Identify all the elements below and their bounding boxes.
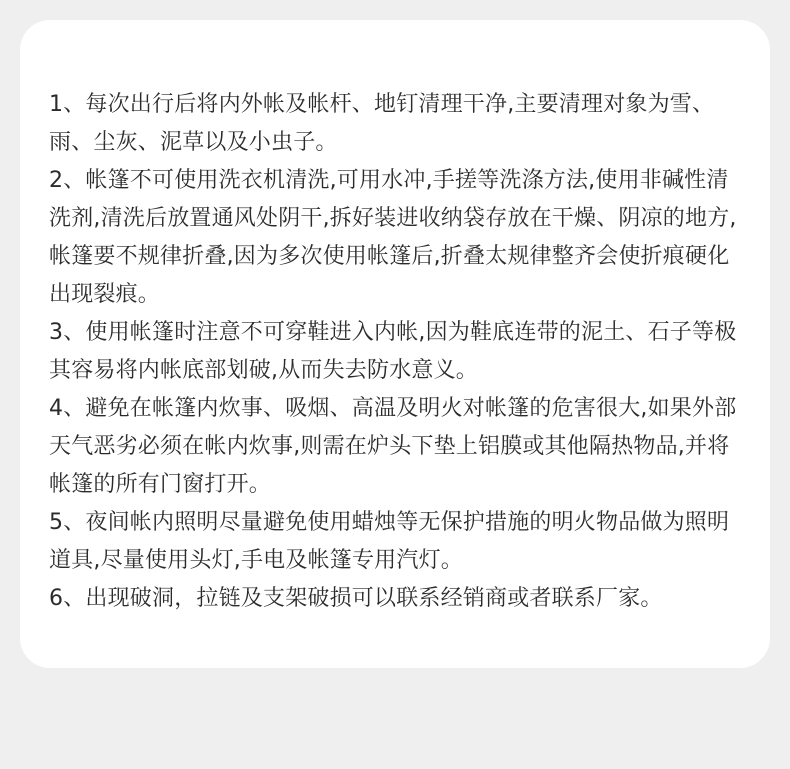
instruction-item-5: 5、夜间帐内照明尽量避免使用蜡烛等无保护措施的明火物品做为照明道具,尽量使用头灯,手电及帐篷专用汽灯。 <box>49 510 730 573</box>
instruction-item-6: 6、出现破洞，拉链及支架破损可以联系经销商或者联系厂家。 <box>49 586 663 611</box>
instruction-item-2: 2、帐篷不可使用洗衣机清洗,可用水冲,手搓等洗涤方法,使用非碱性清洗剂,清洗后放置通风处阴干,拆好装进收纳袋存放在干燥、阴凉的地方,帐篷要不规律折叠,因为多次使用帐篷后,折叠太规律整齐会使折痕硬化出现裂痕。 <box>49 168 737 307</box>
instruction-item-3: 3、使用帐篷时注意不可穿鞋进入内帐,因为鞋底连带的泥土、石子等极其容易将内帐底部划破,从而失去防水意义。 <box>49 320 737 383</box>
instructions-card <box>20 20 770 668</box>
instruction-item-1: 1、每次出行后将内外帐及帐杆、地钉清理干净,主要清理对象为雪、雨、尘灰、泥草以及小虫子。 <box>49 92 715 155</box>
instruction-item-4: 4、避免在帐篷内炊事、吸烟、高温及明火对帐篷的危害很大,如果外部天气恶劣必须在帐内炊事,则需在炉头下垫上铝膜或其他隔热物品,并将帐篷的所有门窗打开。 <box>49 396 737 497</box>
